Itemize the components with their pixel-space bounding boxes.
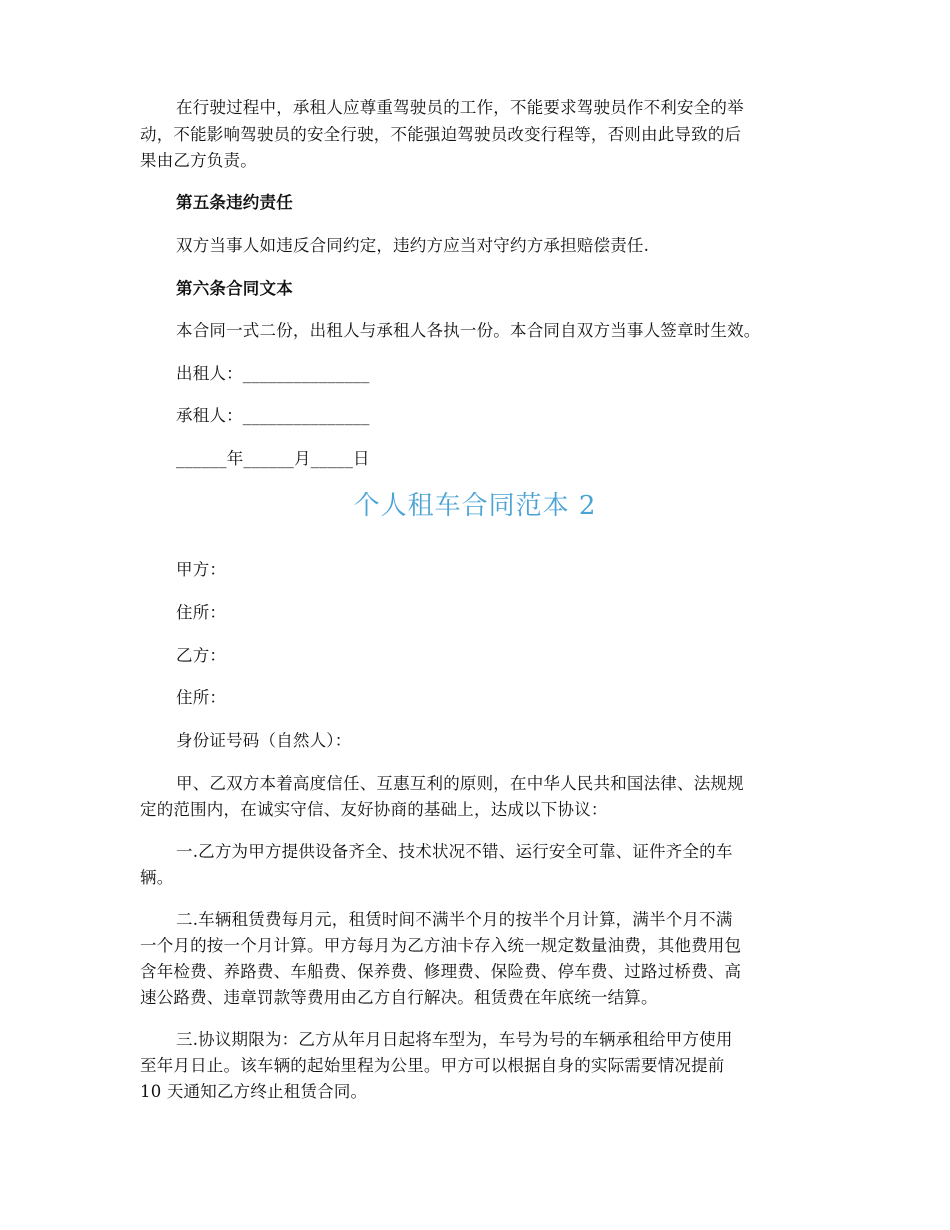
paragraph-line: 含年检费、养路费、车船费、保养费、修理费、保险费、停车费、过路过桥费、高: [140, 962, 742, 981]
section-heading: 第六条合同文本: [176, 279, 293, 298]
party-b-address-label: 住所：: [176, 688, 227, 707]
paragraph-line: 甲、乙双方本着高度信任、互惠互利的原则，在中华人民共和国法律、法规规: [176, 774, 744, 793]
signature-line-lessor: 出租人：_______________: [176, 364, 370, 383]
paragraph-line: 果由乙方负责。: [140, 151, 257, 170]
document-title: 个人租车合同范本 2: [353, 491, 597, 521]
paragraph-line: 二.车辆租赁费每月元，租赁时间不满半个月的按半个月计算，满半个月不满: [176, 910, 733, 929]
paragraph-line: 速公路费、违章罚款等费用由乙方自行解决。租赁费在年底统一结算。: [140, 988, 658, 1007]
paragraph-line: 动，不能影响驾驶员的安全行驶，不能强迫驾驶员改变行程等，否则由此导致的后: [140, 125, 742, 144]
paragraph-line: 至年月日止。该车辆的起始里程为公里。甲方可以根据自身的实际需要情况提前: [140, 1056, 725, 1075]
party-a-address-label: 住所：: [176, 603, 227, 622]
party-b-label: 乙方：: [176, 646, 227, 665]
paragraph-line: 定的范围内，在诚实守信、友好协商的基础上，达成以下协议：: [140, 800, 608, 819]
paragraph-line: 在行驶过程中，承租人应尊重驾驶员的工作，不能要求驾驶员作不利安全的举: [176, 98, 744, 117]
party-a-label: 甲方：: [176, 560, 227, 579]
paragraph-line: 本合同一式二份，出租人与承租人各执一份。本合同自双方当事人签章时生效。: [176, 321, 761, 340]
date-line: ______年______月_____日: [176, 449, 370, 468]
id-number-label: 身份证号码（自然人）：: [176, 731, 352, 750]
paragraph-line: 三.协议期限为：乙方从年月日起将车型为，车号为号的车辆承租给甲方使用: [176, 1030, 733, 1049]
paragraph-line: 一.乙方为甲方提供设备齐全、技术状况不错、运行安全可靠、证件齐全的车: [176, 842, 733, 861]
paragraph-line: 双方当事人如违反合同约定，违约方应当对守约方承担赔偿责任.: [176, 236, 650, 255]
paragraph-line: 辆。: [140, 868, 174, 887]
signature-line-lessee: 承租人：_______________: [176, 406, 370, 425]
paragraph-line: 10 天通知乙方终止租赁合同。: [140, 1082, 368, 1101]
section-heading: 第五条违约责任: [176, 193, 293, 212]
paragraph-line: 一个月的按一个月计算。甲方每月为乙方油卡存入统一规定数量油费，其他费用包: [140, 936, 742, 955]
